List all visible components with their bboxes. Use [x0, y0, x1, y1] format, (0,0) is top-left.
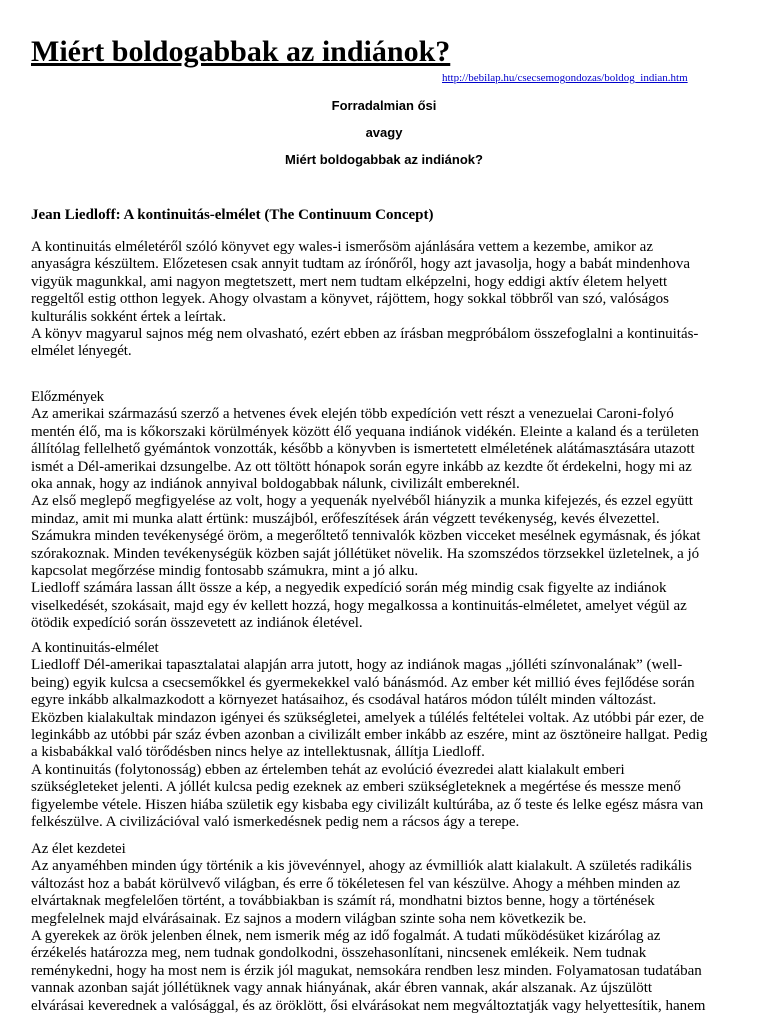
text-line: Az első meglepő megfigyelése az volt, hogy a yequenák nyelvéből hiányzik a munka kifejezés, és ezzel együtt [31, 493, 693, 510]
text-line: mentén élő, ma is kőkorszaki körülmények között élő yequana indiánok vidékén. Eleinte a kaland és a területen [31, 423, 699, 440]
text-line: viselkedését, szokásait, majd egy év kellett hozzá, hogy megalkossa a kontinuitás-elméletet, amelyet végül az [31, 597, 687, 614]
text-line: elvártaknak megfelelően történt, a továbbiakban is számít rá, mondhatni biztos benne, hogy a történések [31, 893, 655, 910]
text-line: A könyv magyarul sajnos még nem olvasható, ezért ebben az írásban megpróbálom összefoglalni a kontinuitás- [31, 325, 699, 342]
text-line: felkészülve. A civilizációval való ismerkedésnek pedig nem a rácsos ágy a terepe. [31, 813, 520, 830]
text-line: Az amerikai származású szerző a hetvenes évek elején több expedíción vett részt a venezuelai Caroni-folyó [31, 406, 674, 423]
subtitle-line: Miért boldogabbak az indiánok? [285, 152, 483, 167]
subtitle-line: Forradalmian ősi [331, 98, 437, 113]
text-line: szórakoznak. Minden tevékenységük közben saját jóllétüket növelik. Ha szomszédos törzsekkel üzletelnek, a jó [31, 545, 700, 562]
text-line: elmélet lényegét. [31, 343, 132, 360]
text-line: a kisbabákkal való törődésben nincs helye az intellektusnak, állítja Liedloff. [31, 744, 485, 761]
text-line: oka annak, hogy az indiánok annyival boldogabbak nálunk, civilizált embereknél. [31, 475, 520, 492]
subtitle-line: avagy [365, 125, 403, 140]
text-line: A gyerekek az örök jelenben élnek, nem ismerik még az idő fogalmát. A tudati működésüket kizárólag az [31, 927, 661, 944]
text-line: vannak azonban saját jóllétüknek vagy annak hiányának, akár ébren vannak, akár alszanak. Az újszülött [31, 980, 653, 997]
text-line: reggeltől estig otthon legyek. Ahogy olvastam a könyvet, rájöttem, hogy sokkal többről van szó, valóságos [31, 291, 669, 308]
text-line: A kontinuitás (folytonosság) ebben az értelemben tehát az evolúció évezredei alatt kialakult emberi [31, 761, 625, 778]
text-line: Az anyaméhben minden úgy történik a kis jövevénnyel, ahogy az évmilliók alatt kialakult. A születés radikális [31, 858, 692, 875]
text-line: Liedloff számára lassan állt össze a kép, a negyedik expedíció során még mindig csak figyelte az indiánok [31, 580, 667, 597]
subtitle-block [0, 96, 768, 177]
section-heading: Az élet kezdetei [31, 841, 126, 857]
text-line: kulturális sokként értek a leírtak. [31, 308, 227, 325]
text-line: ötödik expedíció során összevetett az indiánok életével. [31, 615, 363, 632]
text-line: Eközben kialakultak mindazon igényei és szükségletei, amelyek a túlélés feltételei voltak. Az utóbbi pár ezer, de [31, 709, 704, 726]
text-line: szükségleteket jelenti. A jóllét kulcsa pedig ezeknek az emberi szükségleteknek a megértése és messze menő [31, 779, 681, 796]
section-az-elet-kezdetei [31, 841, 741, 1015]
intro-paragraph [31, 239, 741, 361]
text-line: A kontinuitás elméletéről szóló könyvet egy wales-i ismerősöm ajánlására vettem a kezembe, amikor az [31, 239, 653, 255]
text-line: vigyük magunkkal, ami nagyon megtetszett, mert nem tudtam elképzelni, hogy eddigi aktív életem helyett [31, 273, 668, 290]
text-line: ismét a Dél-amerikai dzsungelbe. Az ott töltött hónapok során egyre inkább az kezdte őt érdekelni, hogy mi az [31, 458, 692, 475]
book-heading: Jean Liedloff: A kontinuitás-elmélet (The Continuum Concept) [31, 207, 434, 223]
text-line: kapcsolat megőrzése mindig fontosabb számukra, mint a jó alku. [31, 562, 419, 579]
text-line: leginkább az utóbbi pár száz évben azonban a civilizált ember inkább az eszére, mint az ösztöneire hallgat. Pedig [31, 726, 708, 743]
text-line: érzékelés határozza meg, nem tudnak gondolkodni, összehasonlítani, nincsenek emlékeik. Nem tudnak [31, 945, 647, 962]
text-line: Liedloff Dél-amerikai tapasztalatai alapján arra jutott, hogy az indiánok magas „jólléti színvonalának” (well- [31, 657, 683, 674]
section-kontinuitas-elmelet [31, 640, 741, 831]
section-heading: A kontinuitás-elmélet [31, 640, 159, 656]
text-line: állítólag fellelhető gyémántok vonzották, később a könyvben is ismertetett elméletének alátámasztására utazott [31, 441, 695, 458]
text-line: egyre inkább alkalmazkodott a környezet hatásaihoz, és csodával határos módon túlélt minden változást. [31, 692, 657, 709]
text-line: being) egyik kulcsa a csecsemőkkel és gyermekekkel való bánásmód. Az ember két millió éves fejlődése során [31, 674, 695, 691]
text-line: anyaságra készültem. Előzetesen csak annyit tudtam az írónőről, hogy azt javasolja, hogy a babát mindenhova [31, 256, 690, 273]
page-title: Miért boldogabbak az indiánok? [31, 35, 451, 68]
text-line: megfelelnek majd elvárásainak. Ez sajnos a modern világban szinte soha nem következik be. [31, 910, 587, 927]
text-line: figyelembe vétele. Hiszen hiába születik egy kisbaba egy civilizált kultúrába, az ő teste és lelke egész másra van [31, 796, 704, 813]
source-link[interactable]: http://bebilap.hu/csecsemogondozas/boldog_indian.htm [442, 72, 688, 84]
text-line: változást hoz a babát körülvevő világban, és erre ő tökéletesen fel van készülve. Ahogy a méhben minden az [31, 875, 680, 892]
text-line: mindaz, amit mi munka alatt értünk: muszájból, erőfeszítések árán végzett tevékenység, kevés élvezettel. [31, 510, 660, 527]
text-line: reménykedni, hogy ha most nem is érzik jól magukat, nemsokára rendben lesz minden. Folyamatosan tudatában [31, 962, 702, 979]
section-elozmenyek [31, 389, 741, 632]
text-line: Számukra minden tevékenységé öröm, a megerőltető tennivalók közben vicceket mesélnek egymásnak, és jókat [31, 528, 701, 545]
text-line: elvárásai keverednek a valósággal, és az öröklött, ősi elvárásokat nem megváltoztatják vagy helyettesítik, hanem [31, 997, 706, 1014]
section-heading: Előzmények [31, 389, 104, 405]
